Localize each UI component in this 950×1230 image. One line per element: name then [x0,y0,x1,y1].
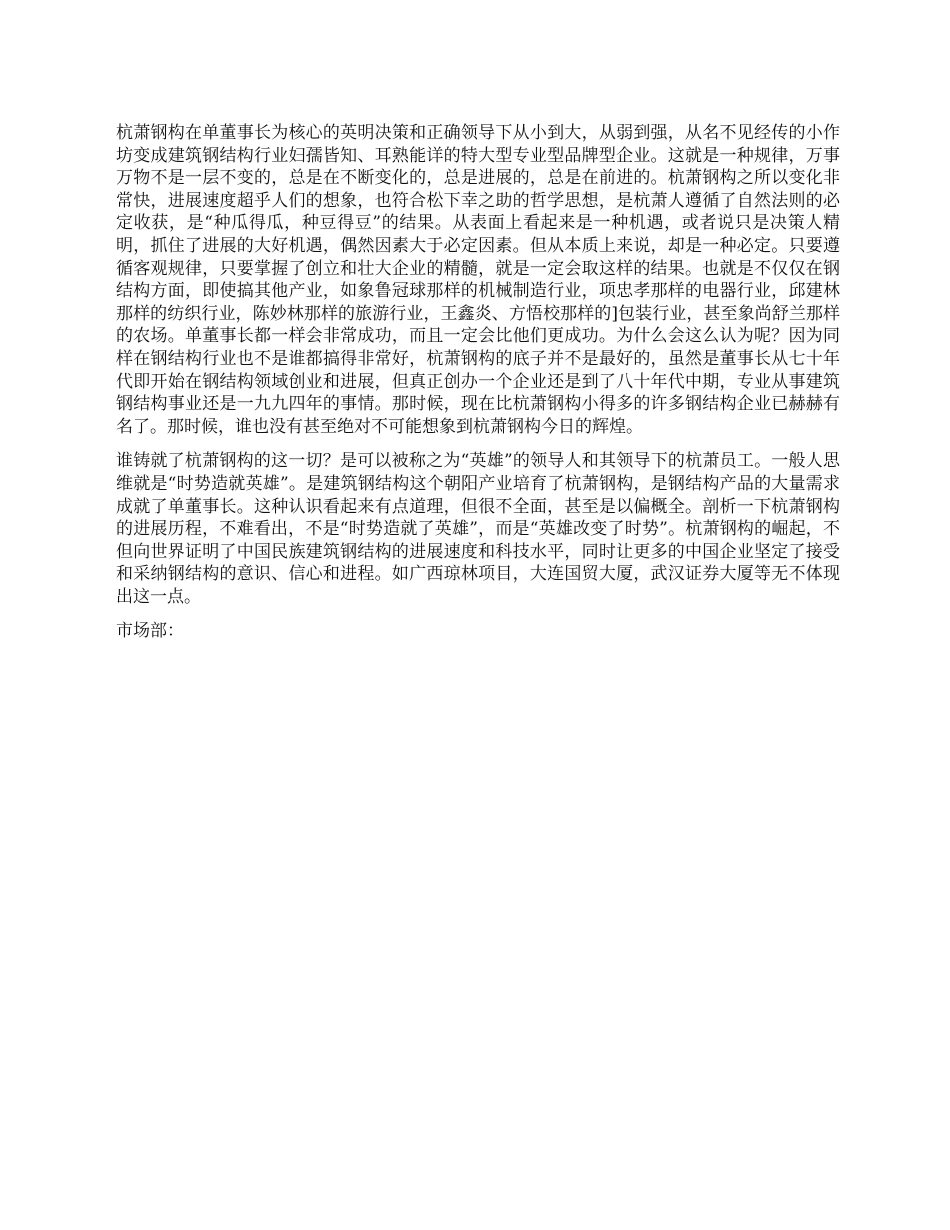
document-page [116,122,840,643]
paragraph-1: 杭萧钢构在单董事长为核心的英明决策和正确领导下从小到大，从弱到强，从名不见经传的小作坊变成建筑钢结构行业妇孺皆知、耳熟能详的特大型专业型品牌型企业。这就是一种规律，万事万物不是一层不变的，总是在不断变化的，总是进展的，总是在前进的。杭萧钢构之所以变化非常快，进展速度超乎人们的想象，也符合松下幸之助的哲学思想，是杭萧人遵循了自然法则的必定收获，是“种瓜得瓜，种豆得豆”的结果。从表面上看起来是一种机遇，或者说只是决策人精明，抓住了进展的大好机遇，偶然因素大于必定因素。但从本质上来说，却是一种必定。只要遵循客观规律，只要掌握了创立和壮大企业的精髓，就是一定会取这样的结果。也就是不仅仅在钢结构方面，即使搞其他产业，如象鲁冠球那样的机械制造行业，项忠孝那样的电器行业，邱建林那样的纺织行业，陈妙林那样的旅游行业，王鑫炎、方悟校那样的]包装行业，甚至象尚舒兰那样的农场。单董事长都一样会非常成功，而且一定会比他们更成功。为什么会这么认为呢？因为同样在钢结构行业也不是谁都搞得非常好，杭萧钢构的底子并不是最好的，虽然是董事长从七十年代即开始在钢结构领域创业和进展，但真正创办一个企业还是到了八十年代中期，专业从事建筑钢结构事业还是一九九四年的事情。那时候，现在比杭萧钢构小得多的许多钢结构企业已赫赫有名了。那时候，谁也没有甚至绝对不可能想象到杭萧钢构今日的辉煌。 [116,123,840,437]
paragraph-2: 谁铸就了杭萧钢构的这一切？是可以被称之为“英雄”的领导人和其领导下的杭萧员工。一般人思维就是“时势造就英雄”。是建筑钢结构这个朝阳产业培育了杭萧钢构，是钢结构产品的大量需求成就了单董事长。这种认识看起来有点道理，但很不全面，甚至是以偏概全。剖析一下杭萧钢构的进展历程，不难看出，不是“时势造就了英雄”，而是“英雄改变了时势”。杭萧钢构的崛起，不但向世界证明了中国民族建筑钢结构的进展速度和科技水平，同时让更多的中国企业坚定了接受和采纳钢结构的意识、信心和进程。如广西琼林项目，大连国贸大厦，武汉证券大厦等无不体现出这一点。 [116,451,840,607]
signature-line: 市场部： [116,621,184,642]
